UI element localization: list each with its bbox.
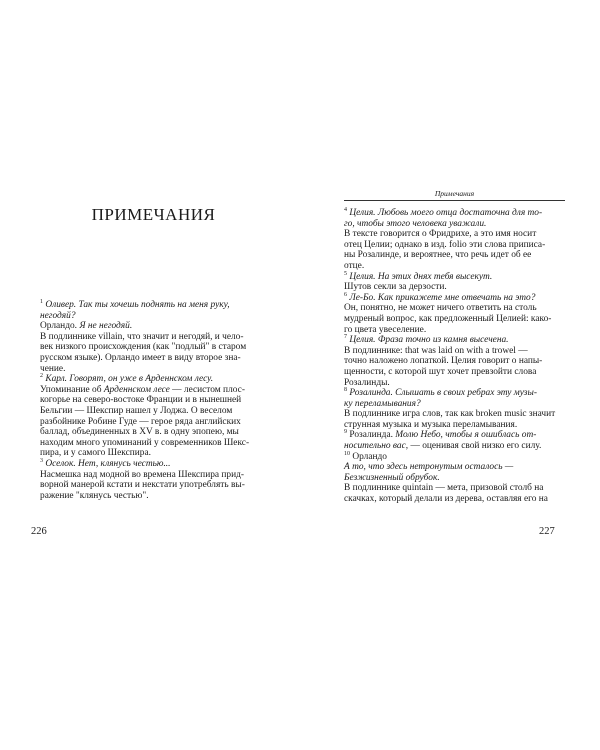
- note-line: [344, 473, 565, 484]
- note-quote: Молю Небо, чтобы я ошиблась от-: [395, 430, 537, 441]
- note-quote: Розалинда. Слышать в своих ребрах эту музы-: [349, 388, 537, 399]
- note-line: [40, 470, 268, 481]
- note-line: [40, 342, 268, 353]
- note-text: струнная музыка и музыка переламывания.: [344, 419, 518, 430]
- note-line: [344, 282, 565, 293]
- note-text: Бельгии — Шекспир нашел у Лоджа. О веселом: [40, 405, 233, 416]
- running-head: Примечания: [344, 189, 565, 201]
- note-text: чение.: [40, 363, 66, 374]
- note-line: [344, 346, 565, 357]
- note-text: мудреный вопрос, как предложенный Целией: како-: [344, 313, 552, 324]
- note-quote: Целия. Любовь моего отца достаточна для то-: [349, 208, 543, 218]
- note-line: [40, 427, 268, 438]
- note-line: [344, 483, 565, 494]
- note-text: В подлиннике villain, что значит и негодяй, и чело-: [40, 331, 244, 342]
- note-quote: Оливер. Так ты хочешь поднять на меня руку,: [45, 300, 230, 310]
- note-text: русском языке). Орландо имеет в виду второе зна-: [40, 352, 241, 363]
- note-line: [344, 240, 565, 251]
- note-line: [344, 219, 565, 230]
- note-line: [344, 441, 565, 452]
- note-text: ражение "клянусь честью".: [40, 490, 149, 501]
- note-line: [40, 321, 268, 332]
- note-line: [344, 430, 565, 441]
- note-text: разбойнике Робине Гуде — герое ряда английских: [40, 416, 241, 427]
- page-title: ПРИМЕЧАНИЯ: [91, 205, 216, 224]
- page-number-left: 226: [31, 526, 47, 537]
- note-text: ны Розалинде, и вероятнее, что речь идет об ее: [344, 250, 532, 261]
- right-page: [300, 0, 600, 750]
- note-text: Розалинда.: [349, 430, 396, 441]
- note-quote: го, чтобы этого человека уважали.: [344, 218, 487, 229]
- note-text: находим много упоминаний у современников Шекс-: [40, 437, 250, 448]
- note-text: — лесистом плос-: [169, 384, 245, 395]
- note-text: отец Целии; однако в изд. folio эти слова приписа-: [344, 239, 546, 250]
- note-text: ворной манерой кстати и некстати употреблять вы-: [40, 480, 245, 491]
- note-line: [344, 452, 565, 463]
- note-number: 6: [344, 291, 347, 298]
- notes-text-right: [344, 208, 565, 505]
- note-line: [40, 311, 268, 322]
- note-line: [40, 417, 268, 428]
- note-line: [40, 459, 268, 470]
- note-quote: негодяй?: [40, 310, 76, 321]
- page-number-right: 227: [539, 526, 555, 537]
- note-text: Шутов секли за дерзости.: [344, 282, 447, 293]
- note-line: [344, 399, 565, 410]
- note-number: 3: [40, 457, 43, 464]
- note-line: [344, 250, 565, 261]
- note-line: [344, 494, 565, 505]
- note-text: Насмешка над модной во времена Шекспира прид-: [40, 469, 245, 480]
- note-text: скачках, который делали из дерева, оставляя его на: [344, 494, 548, 505]
- note-line: [40, 480, 268, 491]
- note-line: [344, 303, 565, 314]
- note-line: [40, 491, 268, 502]
- note-number: 4: [344, 206, 347, 213]
- notes-text-left: [40, 300, 268, 501]
- note-line: [40, 385, 268, 396]
- note-line: [344, 325, 565, 336]
- note-number: 9: [344, 429, 347, 436]
- note-quote: Целия. Фраза точно из камня высечена.: [349, 335, 509, 346]
- note-line: [40, 438, 268, 449]
- note-line: [40, 395, 268, 406]
- note-line: [344, 272, 565, 283]
- note-text: — оценивая свой низко его силу.: [408, 441, 542, 452]
- note-line: [344, 314, 565, 325]
- note-line: [40, 374, 268, 385]
- note-text: В подлиннике: that was laid on with a trowel —: [344, 345, 528, 356]
- note-text: щенности, с которой шут хочет превзойти слова: [344, 366, 537, 377]
- note-number: 5: [344, 270, 347, 277]
- note-line: [344, 388, 565, 399]
- note-line: [344, 229, 565, 240]
- note-line: [40, 300, 268, 311]
- note-text: Упоминание об: [40, 384, 104, 395]
- note-line: [40, 353, 268, 364]
- note-number: 2: [40, 373, 43, 380]
- note-text: Розалинды.: [344, 377, 390, 388]
- note-text: точно наложено лопаткой. Целия говорит о напы-: [344, 356, 543, 367]
- note-quote: А то, что здесь нетронутым осталось —: [344, 462, 514, 473]
- note-text: пира, и у самого Шекспира.: [40, 448, 151, 459]
- note-quote: Оселок. Нет, клянусь честью...: [45, 458, 171, 469]
- note-text: В тексте говорится о Фридрихе, а это имя носит: [344, 229, 537, 240]
- note-quote: ку переламывания?: [344, 398, 421, 409]
- note-text: Орландо.: [40, 321, 80, 332]
- note-line: [40, 448, 268, 459]
- note-text: баллад, объединенных в XV в. в одну эпопею, мы: [40, 427, 239, 438]
- note-text: отце.: [344, 260, 365, 271]
- note-quote: Ле-Бо. Как прикажете мне отвечать на это?: [349, 292, 536, 303]
- note-quote: Безжизненный обрубок.: [344, 472, 440, 483]
- note-line: [344, 208, 565, 219]
- note-line: [344, 378, 565, 389]
- note-line: [344, 293, 565, 304]
- note-line: [40, 364, 268, 375]
- note-number: 7: [344, 334, 347, 340]
- note-text: Орландо: [352, 451, 387, 462]
- note-line: [40, 406, 268, 417]
- note-quote: Я не негодяй.: [79, 321, 133, 332]
- note-number: 10: [344, 450, 350, 457]
- note-line: [344, 420, 565, 431]
- note-line: [344, 367, 565, 378]
- note-line: [344, 409, 565, 420]
- note-number: 8: [344, 386, 347, 393]
- note-text: Он, понятно, не может ничего ответить на столь: [344, 303, 537, 314]
- note-quote: Целия. На этих днях тебя высекут.: [349, 271, 493, 282]
- note-text: век низкого происхождения (как "подлый" в старом: [40, 342, 247, 353]
- note-quote: носительно вас,: [344, 441, 409, 452]
- note-line: [344, 462, 565, 473]
- note-text: В подлиннике игра слов, так как broken music значит: [344, 409, 556, 420]
- note-line: [344, 261, 565, 272]
- note-line: [344, 335, 565, 346]
- note-text: го цвета увеселение.: [344, 324, 427, 335]
- note-quote: Арденнском лесе: [103, 384, 170, 395]
- note-text: когорье на северо-востоке Франции и в нынешней: [40, 395, 242, 406]
- note-text: В подлиннике quintain — мета, призовой столб на: [344, 483, 544, 494]
- note-quote: Карл. Говорят, он уже в Арденнском лесу.: [45, 374, 214, 385]
- note-line: [344, 356, 565, 367]
- note-line: [40, 332, 268, 343]
- note-number: 1: [40, 298, 43, 305]
